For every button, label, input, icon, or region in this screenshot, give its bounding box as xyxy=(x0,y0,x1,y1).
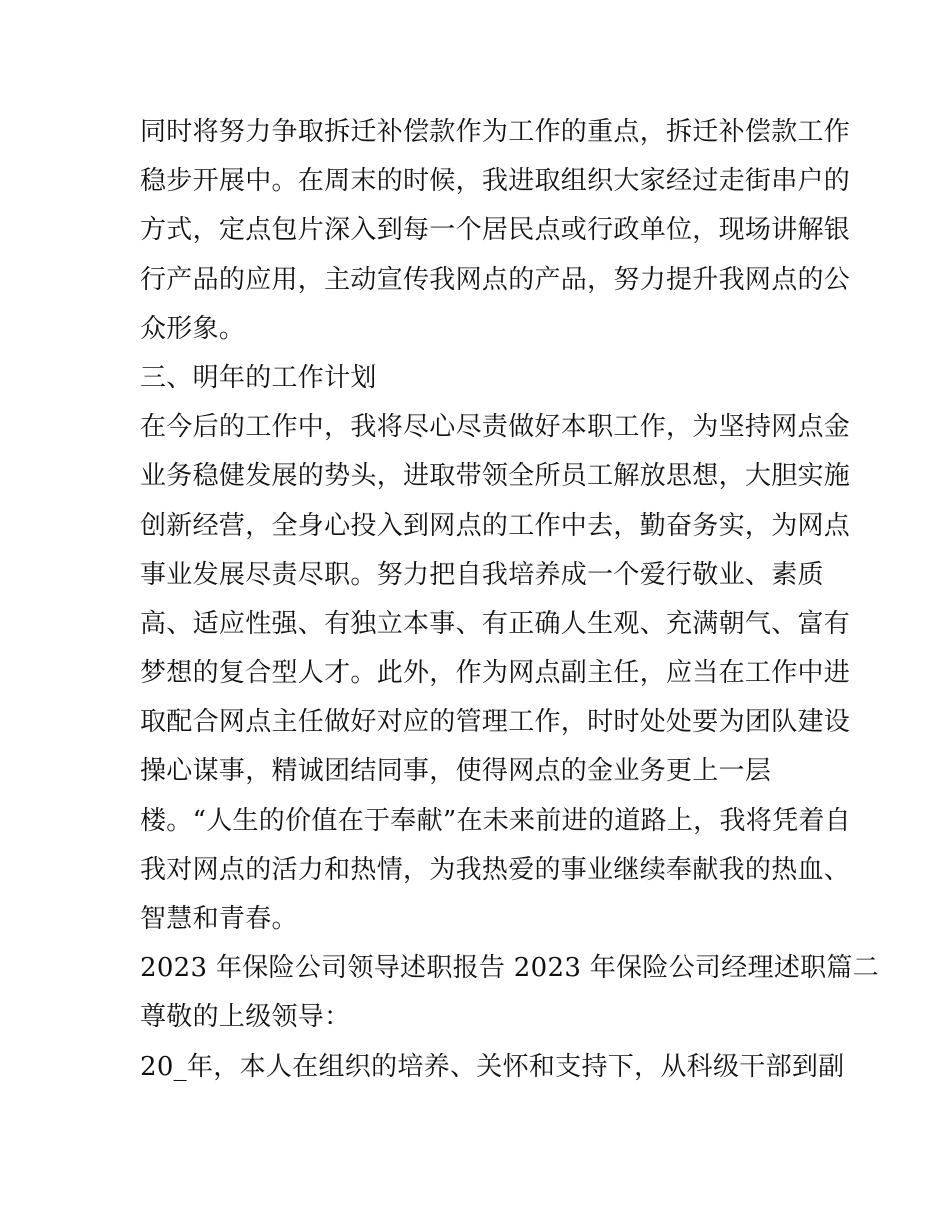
text-line: 在今后的工作中，我将尽心尽责做好本职工作，为坚持网点金 xyxy=(140,412,851,443)
text-line: 我对网点的活力和热情，为我热爱的事业继续奉献我的热血、 xyxy=(140,854,851,885)
text-line: 高、适应性强、有独立本事、有正确人生观、充满朝气、富有 xyxy=(140,608,851,639)
text-line: 方式，定点包片深入到每一个居民点或行政单位，现场讲解银 xyxy=(140,215,851,246)
text-line: 创新经营，全身心投入到网点的工作中去，勤奋务实，为网点 xyxy=(140,510,851,541)
text-line: 梦想的复合型人才。此外，作为网点副主任，应当在工作中进 xyxy=(140,658,851,689)
text-line: 众形象。 xyxy=(140,313,246,344)
text-line: 操心谋事，精诚团结同事，使得网点的金业务更上一层 xyxy=(140,756,772,787)
section-heading: 三、明年的工作计划 xyxy=(140,362,377,393)
text-line: 稳步开展中。在周末的时候，我进取组织大家经过走街串户的 xyxy=(140,166,851,197)
text-line: 楼。“人生的价值在于奉献”在未来前进的道路上，我将凭着自 xyxy=(140,805,851,836)
text-line: 事业发展尽责尽职。努力把自我培养成一个爱行敬业、素质 xyxy=(140,559,824,590)
text-line: 同时将努力争取拆迁补偿款作为工作的重点，拆迁补偿款工作 xyxy=(140,117,851,147)
document-body xyxy=(140,108,880,1092)
text-line: 智慧和青春。 xyxy=(140,904,298,934)
article-title: 2023 年保险公司领导述职报告 2023 年保险公司经理述职篇二 xyxy=(140,953,880,984)
text-line: 取配合网点主任做好对应的管理工作，时时处处要为团队建设 xyxy=(140,707,851,738)
salutation: 尊敬的上级领导： xyxy=(140,1002,351,1033)
text-line: 行产品的应用，主动宣传我网点的产品，努力提升我网点的公 xyxy=(140,264,851,295)
text-line: 业务稳健发展的势头，进取带领全所员工解放思想，大胆实施 xyxy=(140,461,851,492)
text-line: 20_年，本人在组织的培养、关怀和支持下，从科级干部到副 xyxy=(140,1051,845,1082)
